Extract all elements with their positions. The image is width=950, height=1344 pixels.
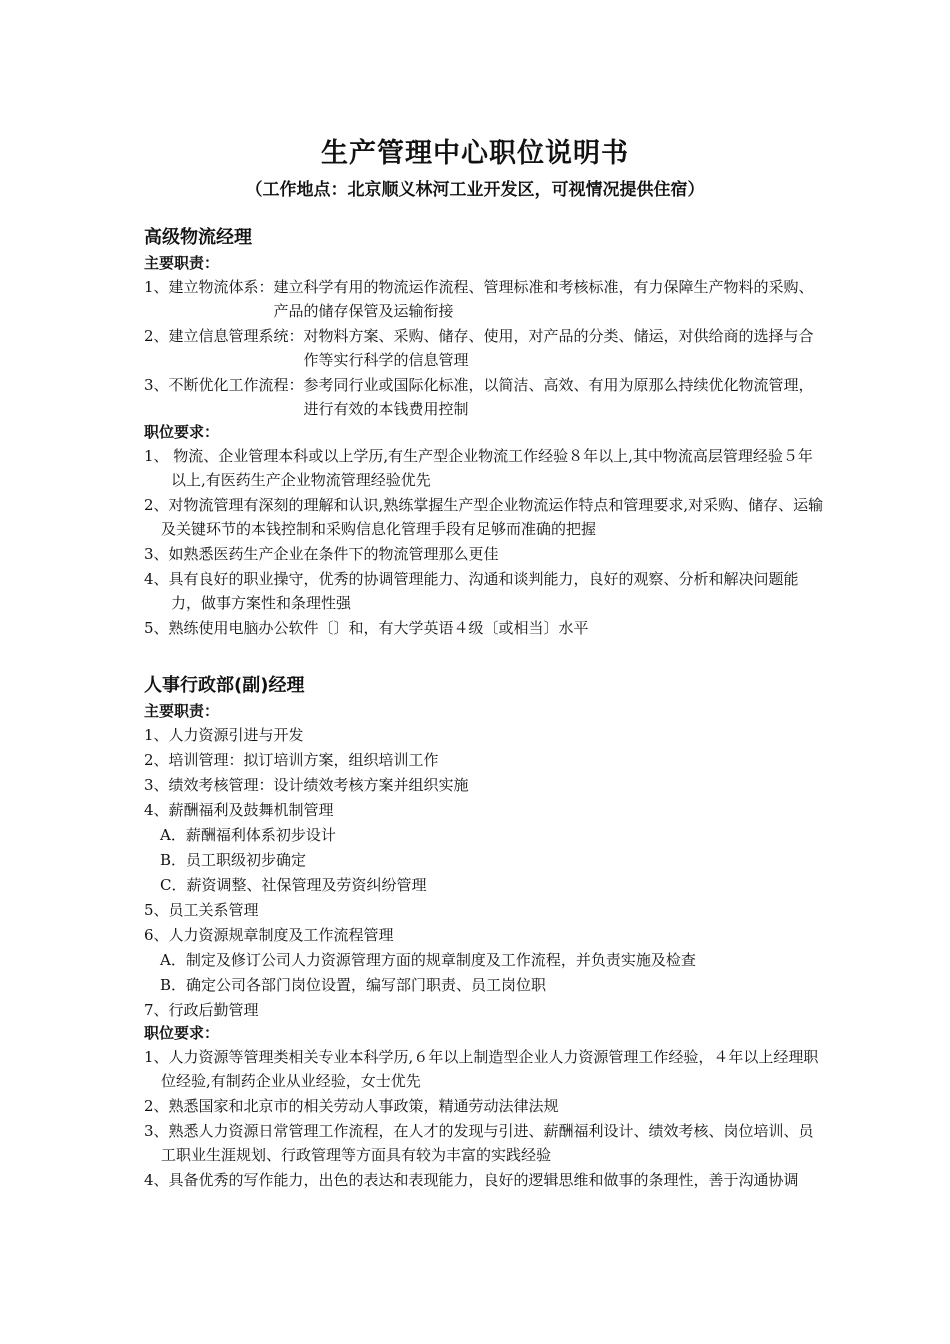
duty-key: 3、不断优化工作流程： [144,376,304,394]
duty-item: 7、行政后勤管理 [144,1001,259,1019]
page-title: 生产管理中心职位说明书 [321,138,629,169]
page-subtitle: （工作地点：北京顺义林河工业开发区，可视情况提供住宿） [245,180,705,200]
duty-subitem: B．员工职级初步确定 [160,851,307,869]
duty-subitem: C．薪资调整、社保管理及劳资纠纷管理 [160,876,427,894]
section-hr-admin-manager [144,672,824,1192]
duty-item: 5、员工关系管理 [144,901,259,919]
requirement-item: 4、具备优秀的写作能力，出色的表达和表现能力，良好的逻辑思维和做事的条理性，善于沟通协调 [144,1171,799,1189]
section-title: 高级物流经理 [144,227,252,248]
duty-subitem: B．确定公司各部门岗位设置，编写部门职责、员工岗位职 [160,976,547,994]
duty-text: 对物料方案、采购、储存、使用，对产品的分类、储运，对供给商的选择与合作等实行科学的信息管理 [303,327,814,369]
duty-text: 建立科学有用的物流运作流程、管理标准和考核标准，有力保障生产物料的采购、产品的储存保管及运输衔接 [273,278,814,320]
requirements-label: 职位要求： [144,1024,220,1042]
requirement-item: 1、 物流、企业管理本科或以上学历,有生产型企业物流工作经验８年以上,其中物流高层管理经验５年以上,有医药生产企业物流管理经验优先 [144,447,813,489]
requirements-label: 职位要求： [144,423,220,441]
requirement-item: 3、熟悉人力资源日常管理工作流程，在人才的发现与引进、薪酬福利设计、绩效考核、岗位培训、员工职业生涯规划、行政管理等方面具有较为丰富的实践经验 [144,1122,814,1164]
requirement-item: 4、具有良好的职业操守，优秀的协调管理能力、沟通和谈判能力，良好的观察、分析和解决问题能力，做事方案性和条理性强 [144,570,799,612]
requirement-item: 1、人力资源等管理类相关专业本科学历,６年以上制造型企业人力资源管理工作经验，４年以上经理职位经验,有制药企业从业经验，女士优先 [144,1048,819,1090]
duty-key: 2、建立信息管理系统： [144,327,304,345]
duty-item: 3、绩效考核管理：设计绩效考核方案并组织实施 [144,776,469,794]
duties-label: 主要职责： [144,702,220,720]
requirement-item: 5、熟练使用电脑办公软件〔〕和，有大学英语４级〔或相当〕水平 [144,619,589,637]
duty-text: 参考同行业或国际化标准，以简洁、高效、有用为原那么持续优化物流管理，进行有效的本钱费用控制 [303,376,814,418]
duty-item: 4、薪酬福利及鼓舞机制管理 [144,801,334,819]
duty-subitem: A．薪酬福利体系初步设计 [160,826,336,844]
duty-item: 2、培训管理：拟订培训方案，组织培训工作 [144,751,439,769]
section-title: 人事行政部(副)经理 [144,675,305,696]
duty-key: 1、建立物流体系： [144,278,274,296]
section-logistics-manager [144,224,824,640]
duty-subitem: A．制定及修订公司人力资源管理方面的规章制度及工作流程，并负责实施及检查 [160,951,696,969]
requirement-item: 2、熟悉国家和北京市的相关劳动人事政策，精通劳动法律法规 [144,1097,559,1115]
duty-item [144,275,824,323]
duty-item [144,373,824,421]
duty-item: 6、人力资源规章制度及工作流程管理 [144,926,394,944]
duties-label: 主要职责： [144,254,220,272]
requirement-item: 3、如熟悉医药生产企业在条件下的物流管理那么更佳 [144,545,499,563]
duty-item: 1、人力资源引进与开发 [144,726,304,744]
requirement-item: 2、对物流管理有深刻的理解和认识,熟练掌握生产型企业物流运作特点和管理要求,对采购、储存、运输及关键环节的本钱控制和采购信息化管理手段有足够而准确的把握 [144,496,824,538]
duty-item [144,324,824,372]
